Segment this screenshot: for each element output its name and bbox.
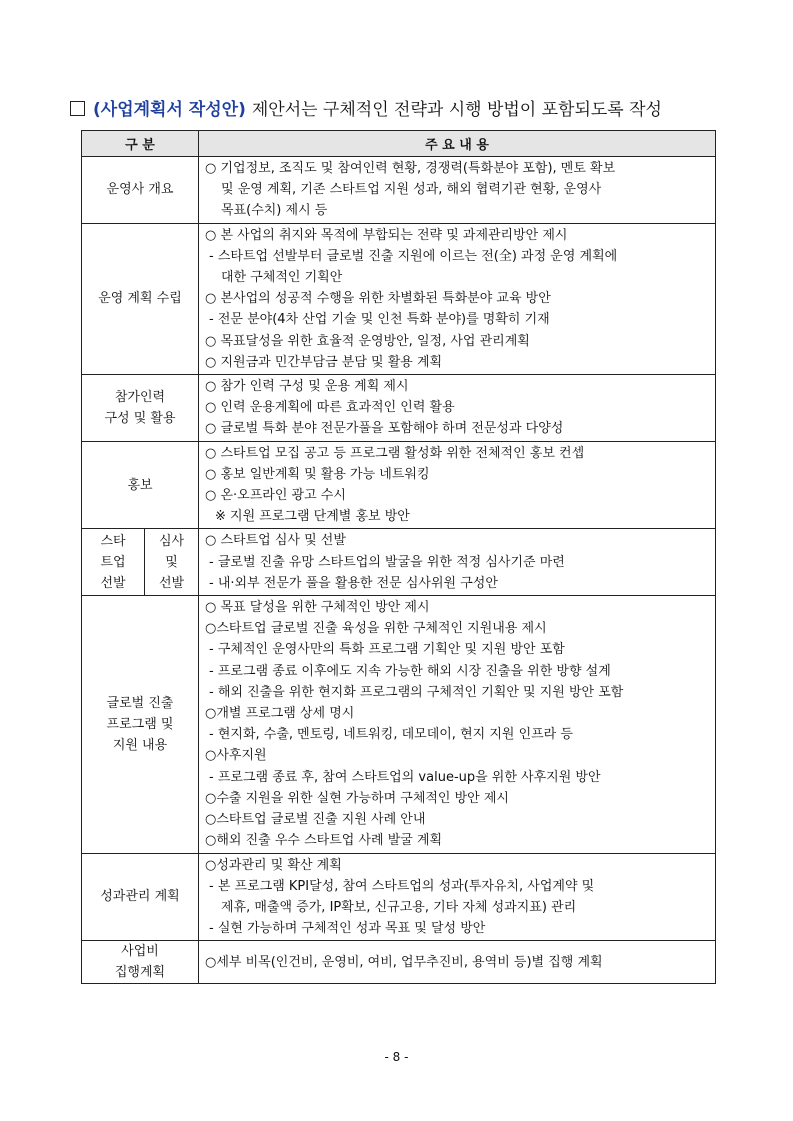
content-line: ○성과관리 및 확산 계획 [205,857,342,873]
row-content [199,941,716,984]
content-line: ○ 스타트업 심사 및 선발 [205,533,346,549]
category-line: 트업 [100,554,126,570]
checkbox-square-icon [70,101,85,116]
row-category-right [145,529,199,596]
content-line: ○ 스타트업 모집 공고 등 프로그램 활성화 위한 전체적인 홍보 컨셉 [205,445,585,461]
row-category: 홍보 [82,441,199,529]
content-line: ○ 참가 인력 구성 및 운용 계획 제시 [205,379,409,395]
content-line: 제휴, 매출액 증가, IP확보, 신규고용, 기타 자체 성과지표) 관리 [221,899,577,915]
content-line: - 스타트업 선발부터 글로벌 진출 지원에 이르는 전(全) 과정 운영 계획에 [209,248,618,264]
content-line: 및 운영 계획, 기존 스타트업 지원 성과, 해외 협력기관 현황, 운영사 [221,182,602,198]
content-line: ○수출 지원을 위한 실현 가능하며 구체적인 방안 제시 [205,790,509,806]
content-line: - 전문 분야(4차 산업 기술 및 인천 특화 분야)를 명확히 기재 [209,312,550,328]
content-line: ○스타트업 글로벌 진출 지원 사례 안내 [205,812,426,828]
content-line: - 현지화, 수출, 멘토링, 네트워킹, 데모데이, 현지 지원 인프라 등 [209,727,573,743]
table-row [82,853,716,941]
content-line: ○ 지원금과 민간부담금 분담 및 활용 계획 [205,354,443,370]
category-line: 지원 내용 [112,737,168,753]
category-line: 선발 [100,575,126,591]
content-line: - 본 프로그램 KPI달성, 참여 스타트업의 성과(투자유치, 사업계약 및 [209,878,595,894]
row-content [199,529,716,596]
heading-accent: (사업계획서 작성안) [93,100,246,120]
category-line: 선발 [158,575,185,591]
row-content [199,223,716,374]
row-category [82,596,199,853]
category-line: 사업비 [121,944,159,960]
content-line: - 실현 가능하며 구체적인 성과 목표 및 달성 방안 [209,921,486,937]
content-line: ○ 인력 운용계획에 따른 효과적인 인력 활용 [205,400,455,416]
header-content: 주 요 내 용 [199,131,716,157]
table-row [82,375,716,442]
content-line: - 구체적인 운영사만의 특화 프로그램 기획안 및 지원 방안 포함 [209,642,565,658]
row-category: 운영사 개요 [82,157,199,224]
category-line: 참가인력 [114,389,166,405]
row-category: 성과관리 계획 [82,853,199,941]
proposal-contents-table [81,130,716,984]
content-line: 대한 구체적인 기획안 [221,270,343,286]
content-line: ○ 홍보 일반계획 및 활용 가능 네트워킹 [205,466,430,482]
content-line: - 글로벌 진출 유망 스타트업의 발굴을 위한 적정 심사기준 마련 [209,554,565,570]
table-row [82,596,716,853]
row-category [82,375,199,442]
table-row [82,223,716,374]
category-line: 심사 [158,533,185,549]
content-line: ○ 본사업의 성공적 수행을 위한 차별화된 특화분야 교육 방안 [205,291,551,307]
row-content [199,375,716,442]
content-line: ○ 목표달성을 위한 효율적 운영방안, 일정, 사업 관리계획 [205,333,530,349]
category-line: 집행계획 [114,965,166,981]
content-line: ○해외 진출 우수 스타트업 사례 발굴 계획 [205,833,443,849]
content-line: ○스타트업 글로벌 진출 육성을 위한 구체적인 지원내용 제시 [205,621,547,637]
section-heading [70,95,662,120]
row-content [199,157,716,224]
content-line: - 내·외부 전문가 풀을 활용한 전문 심사위원 구성안 [209,575,498,591]
table-header-row [82,131,716,157]
row-content [199,441,716,529]
content-line: ○개별 프로그램 상세 명시 [205,706,355,722]
content-line: ○세부 비목(인건비, 운영비, 여비, 업무추진비, 용역비 등)별 집행 계획 [205,954,603,970]
content-line: ○ 글로벌 특화 분야 전문가풀을 포함해야 하며 전문성과 다양성 [205,421,564,437]
category-line: 글로벌 진출 [106,695,174,711]
row-category-left [82,529,145,596]
row-content [199,853,716,941]
row-category [82,941,199,984]
heading-text: 제안서는 구체적인 전략과 시행 방법이 포함되도록 작성 [251,100,662,120]
content-line: - 프로그램 종료 이후에도 지속 가능한 해외 시장 진출을 위한 방향 설계 [209,663,611,679]
row-category: 운영 계획 수립 [82,223,199,374]
category-line: 스타 [100,533,126,549]
content-line: - 프로그램 종료 후, 참여 스타트업의 value-up을 위한 사후지원 방안 [209,769,601,785]
content-line: ○ 본 사업의 취지와 목적에 부합되는 전략 및 과제관리방안 제시 [205,227,568,243]
table-row [82,441,716,529]
page-number: - 8 - [384,1050,409,1064]
content-line: 목표(수치) 제시 등 [221,203,328,219]
table-row [82,941,716,984]
content-line: ※ 지원 프로그램 단계별 홍보 방안 [215,509,410,525]
content-line: ○ 온·오프라인 광고 수시 [205,488,346,504]
row-content [199,596,716,853]
content-line: ○ 목표 달성을 위한 구체적인 방안 제시 [205,600,430,616]
content-line: ○사후지원 [205,748,267,764]
category-line: 구성 및 활용 [104,410,176,426]
table-row [82,529,716,596]
category-line: 프로그램 및 [106,716,174,732]
table-row [82,157,716,224]
category-line: 및 [165,554,178,570]
content-line: - 해외 진출을 위한 현지화 프로그램의 구체적인 기획안 및 지원 방안 포함 [209,684,624,700]
content-line: ○ 기업정보, 조직도 및 참여인력 현황, 경쟁력(특화분야 포함), 멘토 확보 [205,161,616,176]
header-category: 구 분 [82,131,199,157]
